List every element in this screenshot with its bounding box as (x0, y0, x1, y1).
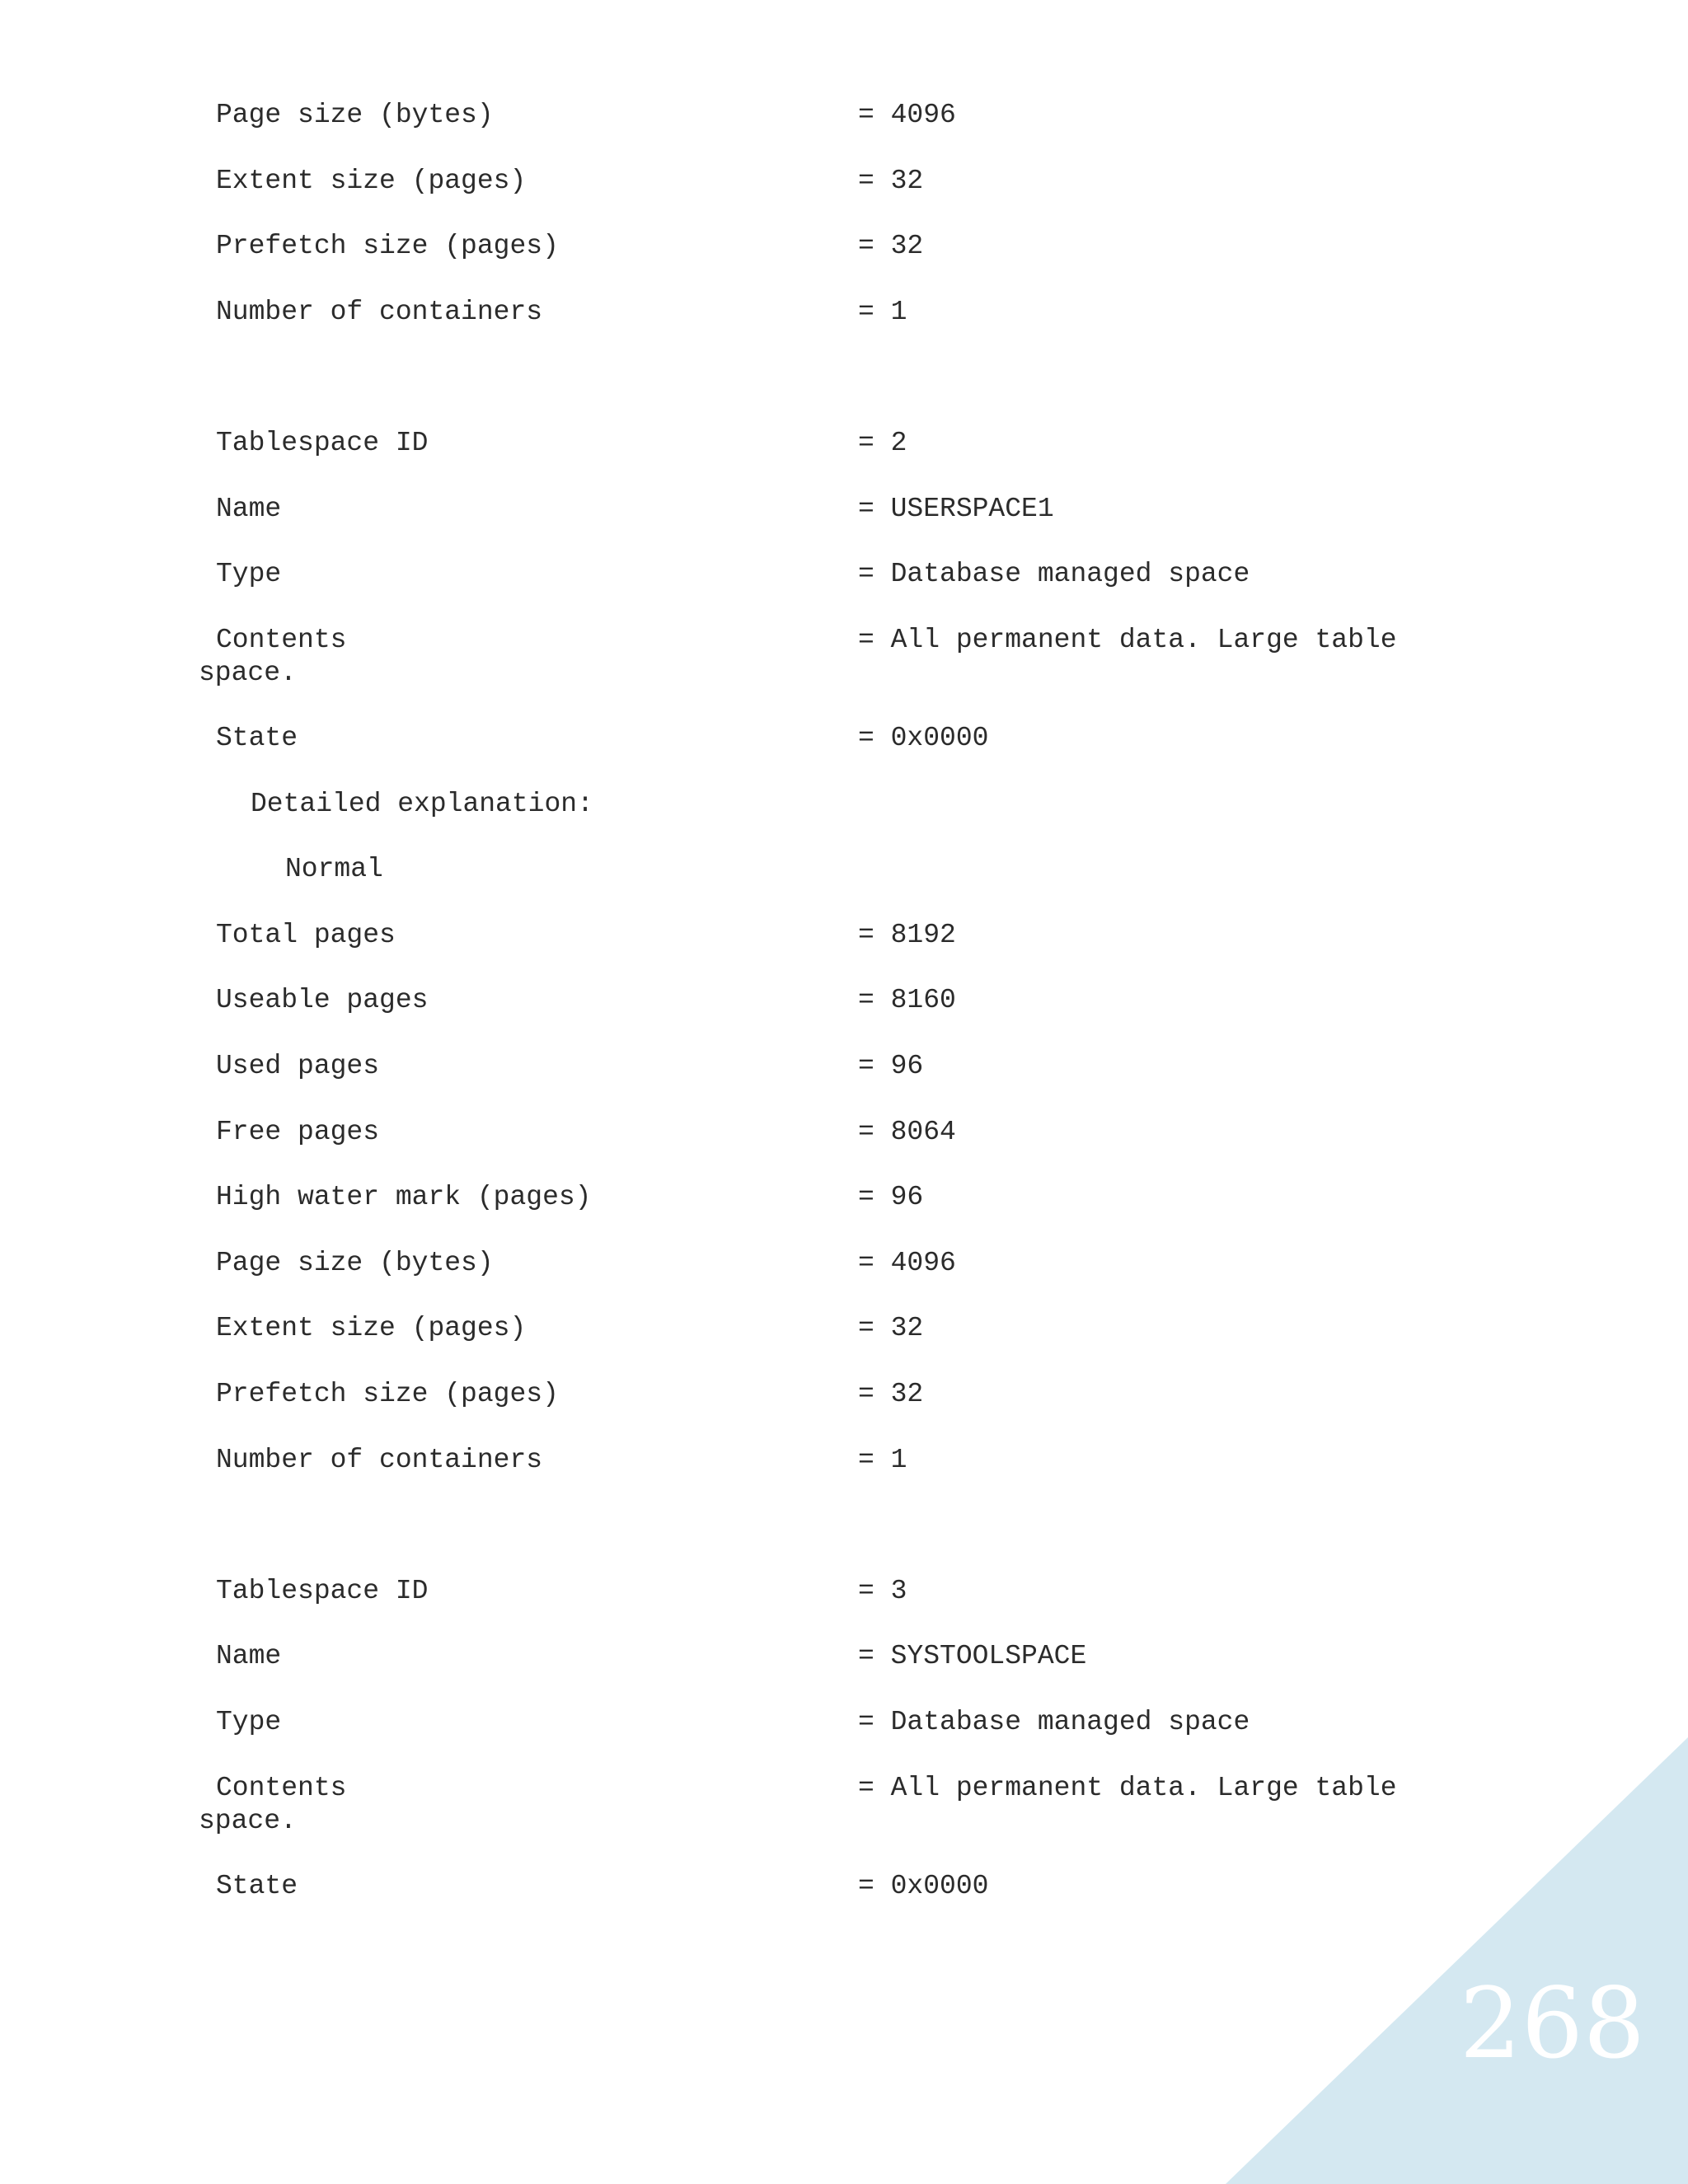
block3-contents-label: Contents (216, 1773, 347, 1803)
block2-containers-label: Number of containers (216, 1445, 543, 1475)
block2-used-pages-label: Used pages (216, 1051, 380, 1081)
block2-prefetch-size-value: = 32 (858, 1379, 924, 1409)
block3-name-label: Name (216, 1641, 282, 1671)
block2-contents-label: Contents (216, 625, 347, 655)
block1-extent-size-value: = 32 (858, 166, 924, 196)
block2-name-label: Name (216, 494, 282, 524)
block1-prefetch-size-label: Prefetch size (pages) (216, 231, 559, 261)
block3-type-label: Type (216, 1707, 282, 1737)
block2-page-size-label: Page size (bytes) (216, 1248, 494, 1278)
block2-free-pages-label: Free pages (216, 1117, 380, 1147)
block2-useable-pages-label: Useable pages (216, 985, 429, 1015)
block2-high-water-mark-label: High water mark (pages) (216, 1182, 592, 1212)
block3-contents-value: = All permanent data. Large table (858, 1773, 1397, 1803)
block2-state-label: State (216, 723, 298, 753)
block2-contents-wrap: space. (199, 658, 297, 688)
block2-name-value: = USERSPACE1 (858, 494, 1054, 524)
block1-page-size-value: = 4096 (858, 100, 956, 130)
block2-containers-value: = 1 (858, 1445, 907, 1475)
block2-state-value: = 0x0000 (858, 723, 989, 753)
block3-tablespace-id-label: Tablespace ID (216, 1576, 429, 1606)
block2-extent-size-value: = 32 (858, 1313, 924, 1343)
block3-tablespace-id-value: = 3 (858, 1576, 907, 1606)
block2-used-pages-value: = 96 (858, 1051, 924, 1081)
block2-total-pages-value: = 8192 (858, 920, 956, 950)
block3-state-label: State (216, 1871, 298, 1901)
block2-high-water-mark-value: = 96 (858, 1182, 924, 1212)
block2-page-size-value: = 4096 (858, 1248, 956, 1278)
block2-free-pages-value: = 8064 (858, 1117, 956, 1147)
block2-type-value: = Database managed space (858, 559, 1250, 589)
block3-type-value: = Database managed space (858, 1707, 1250, 1737)
block2-contents-value: = All permanent data. Large table (858, 625, 1397, 655)
block1-containers-value: = 1 (858, 297, 907, 327)
page-number: 268 (1459, 1966, 1645, 2080)
block2-extent-size-label: Extent size (pages) (216, 1313, 527, 1343)
block1-containers-label: Number of containers (216, 297, 543, 327)
block2-detailed-explanation-value: Normal (285, 854, 383, 884)
block2-prefetch-size-label: Prefetch size (pages) (216, 1379, 559, 1409)
block1-page-size-label: Page size (bytes) (216, 100, 494, 130)
block3-name-value: = SYSTOOLSPACE (858, 1641, 1087, 1671)
block2-type-label: Type (216, 559, 282, 589)
block1-prefetch-size-value: = 32 (858, 231, 924, 261)
block2-total-pages-label: Total pages (216, 920, 396, 950)
block2-tablespace-id-label: Tablespace ID (216, 428, 429, 458)
block3-state-value: = 0x0000 (858, 1871, 989, 1901)
block3-contents-wrap: space. (199, 1806, 297, 1836)
block2-detailed-explanation-label: Detailed explanation: (251, 789, 593, 819)
block2-useable-pages-value: = 8160 (858, 985, 956, 1015)
block2-tablespace-id-value: = 2 (858, 428, 907, 458)
block1-extent-size-label: Extent size (pages) (216, 166, 527, 196)
